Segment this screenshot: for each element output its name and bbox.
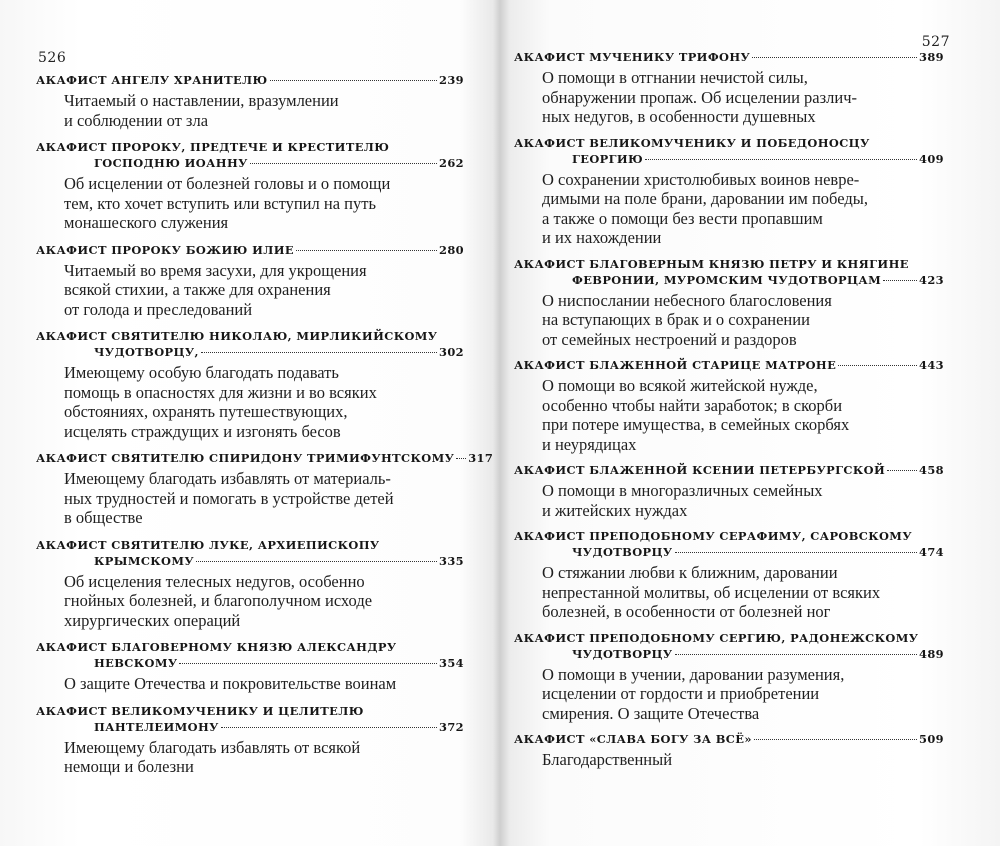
toc-page-number: 489: [919, 646, 944, 661]
toc-entry-description: [514, 291, 944, 350]
toc-entry: [36, 328, 464, 441]
toc-title-line: ЧУДОТВОРЦУ,: [94, 345, 199, 359]
toc-page-number: 458: [919, 463, 944, 477]
toc-entry-title: [514, 731, 944, 747]
toc-page-number: 389: [919, 50, 944, 64]
toc-entry: [514, 528, 944, 622]
dot-leader: [883, 280, 917, 281]
description-line: монашеского служения: [64, 213, 229, 232]
description-line: помощь в опасностях для жизни и во всяких: [64, 382, 377, 402]
description-line: ных трудностей и помогать в устройстве детей: [64, 488, 394, 508]
toc-entry-description: [514, 481, 944, 520]
toc-entry-description: [36, 469, 464, 528]
toc-entry-description: [36, 261, 464, 320]
description-line: непрестанной молитвы, об исцелении от всяких: [542, 582, 881, 602]
toc-title-line: АКАФИСТ ПРОРОКУ, ПРЕДТЕЧЕ И КРЕСТИТЕЛЮ: [36, 140, 390, 154]
toc-list-left: [36, 72, 494, 786]
toc-entry: [514, 462, 944, 520]
toc-entry: [514, 357, 944, 454]
page-number-left: 526: [38, 50, 67, 66]
description-line: хирургических операций: [64, 610, 241, 630]
toc-entry-description: [514, 376, 944, 454]
toc-page-number: 409: [919, 151, 944, 166]
toc-title-line: ГОСПОДНЮ ИОАННУ: [94, 156, 248, 170]
dot-leader: [196, 561, 437, 562]
toc-page-number: 474: [919, 545, 944, 559]
toc-entry: [514, 256, 944, 350]
description-line: при потере имущества, в семейных скорбях: [542, 415, 850, 434]
toc-entry-description: [514, 68, 944, 127]
toc-page-number: 372: [439, 719, 464, 734]
description-line: обнаружении пропаж. Об исцелении различ-: [542, 87, 857, 107]
toc-entry-description: [514, 170, 944, 248]
toc-page-number: 509: [919, 732, 944, 746]
description-line: немощи и болезни: [64, 757, 194, 776]
toc-title-line: ФЕВРОНИИ, МУРОМСКИМ ЧУДОТВОРЦАМ: [572, 272, 882, 287]
toc-entry-description: [514, 665, 944, 724]
toc-page-number: 423: [919, 272, 944, 287]
toc-entry: [514, 630, 944, 724]
toc-title-line: АКАФИСТ СВЯТИТЕЛЮ НИКОЛАЮ, МИРЛИКИЙСКОМУ: [36, 329, 438, 343]
description-line: Читаемый во время засухи, для укрощения: [64, 260, 367, 280]
toc-page-number: 280: [439, 242, 464, 257]
toc-entry: [36, 639, 464, 694]
toc-entry: [36, 242, 464, 320]
description-line: тем, кто хочет вступить или вступил на путь: [64, 193, 376, 213]
dot-leader: [752, 57, 917, 58]
toc-entry: [36, 450, 494, 528]
description-line: всякой стихии, а также для охранения: [64, 280, 331, 299]
description-line: от семейных нестроений и раздоров: [542, 329, 797, 349]
toc-entry: [36, 139, 464, 233]
toc-title-line: КРЫМСКОМУ: [94, 553, 195, 568]
description-line: и неурядицах: [542, 434, 637, 454]
toc-entry-description: [514, 563, 944, 622]
dot-leader: [201, 352, 437, 353]
toc-entry-title: [514, 630, 944, 662]
toc-title-line: АКАФИСТ ПРЕПОДОБНОМУ СЕРГИЮ, РАДОНЕЖСКОМУ: [514, 630, 919, 645]
description-line: Имеющему особую благодать подавать: [64, 363, 339, 382]
toc-entry-title: [36, 328, 464, 360]
toc-title-line: АКАФИСТ ПРОРОКУ БОЖИЮ ИЛИЕ: [36, 242, 294, 257]
toc-entry: [36, 72, 464, 130]
description-line: смирения. О защите Отечества: [542, 703, 760, 723]
toc-entry-title: [36, 703, 464, 735]
toc-entry-title: [36, 450, 494, 466]
description-line: в обществе: [64, 508, 143, 527]
toc-page-number: 239: [439, 73, 464, 87]
description-line: и их нахождении: [542, 228, 662, 247]
toc-entry-description: [36, 174, 464, 233]
dot-leader: [675, 654, 917, 655]
toc-title-line: ЧУДОТВОРЦУ: [572, 646, 673, 661]
toc-entry-title: [514, 528, 944, 560]
toc-entry-title: [514, 135, 944, 167]
description-line: О помощи в отгнании нечистой силы,: [542, 68, 808, 87]
description-line: а также о помощи без вести пропавшим: [542, 208, 823, 228]
dot-leader: [645, 159, 917, 160]
description-line: Имеющему благодать избавлять от материаль-: [64, 469, 391, 488]
toc-page-number: 354: [439, 656, 464, 670]
toc-entry-title: [514, 49, 944, 65]
description-line: болезней, в особенности от болезней ног: [542, 602, 831, 621]
toc-title-line: ПАНТЕЛЕИМОНУ: [94, 719, 219, 734]
description-line: от голода и преследований: [64, 299, 253, 319]
toc-entry-description: [36, 674, 464, 694]
toc-entry: [514, 135, 944, 248]
toc-title-line: АКАФИСТ БЛАЖЕННОЙ КСЕНИИ ПЕТЕРБУРГСКОЙ: [514, 463, 886, 477]
toc-entry: [36, 703, 464, 777]
toc-title-line: АКАФИСТ СВЯТИТЕЛЮ ЛУКЕ, АРХИЕПИСКОПУ: [36, 537, 380, 552]
toc-title-line: АКАФИСТ БЛАГОВЕРНОМУ КНЯЗЮ АЛЕКСАНДРУ: [36, 640, 397, 654]
description-line: ных недугов, в особенности душевных: [542, 107, 816, 126]
toc-entry-title: [36, 639, 464, 671]
toc-title-line: ГЕОРГИЮ: [572, 151, 644, 166]
toc-entry-title: [514, 462, 944, 478]
toc-title-line: НЕВСКОМУ: [94, 656, 178, 670]
description-line: на вступающих в брак и о сохранении: [542, 310, 810, 329]
toc-entry: [36, 537, 464, 631]
toc-entry-description: [36, 363, 464, 441]
description-line: обстояниях, охранять путешествующих,: [64, 402, 348, 421]
toc-entry-description: [36, 91, 464, 130]
toc-entry-title: [36, 72, 464, 88]
description-line: О стяжании любви к ближним, даровании: [542, 563, 838, 582]
toc-page-number: 302: [439, 345, 464, 359]
description-line: исцелении от гордости и приобретении: [542, 684, 820, 703]
dot-leader: [179, 663, 437, 664]
dot-leader: [887, 470, 917, 471]
toc-page-number: 317: [468, 451, 494, 465]
description-line: О помощи в учении, даровании разумения,: [542, 664, 845, 684]
toc-entry-description: [514, 750, 944, 770]
toc-entry-title: [36, 242, 464, 258]
toc-title-line: АКАФИСТ «СЛАВА БОГУ ЗА ВСЁ»: [514, 732, 752, 746]
toc-entry-description: [36, 738, 464, 777]
toc-entry-title: [36, 139, 464, 171]
description-line: Читаемый о наставлении, вразумлении: [64, 91, 339, 110]
toc-title-line: ЧУДОТВОРЦУ: [572, 545, 673, 559]
toc-title-line: АКАФИСТ ПРЕПОДОБНОМУ СЕРАФИМУ, САРОВСКОМУ: [514, 529, 912, 543]
description-line: исцелять страждущих и изгонять бесов: [64, 421, 341, 441]
toc-page-number: 262: [439, 156, 464, 170]
description-line: и соблюдении от зла: [64, 110, 209, 130]
description-line: и житейских нуждах: [542, 500, 688, 520]
toc-title-line: АКАФИСТ МУЧЕНИКУ ТРИФОНУ: [514, 50, 751, 64]
toc-entry: [514, 731, 944, 770]
toc-title-line: АКАФИСТ ВЕЛИКОМУЧЕНИКУ И ЦЕЛИТЕЛЮ: [36, 703, 364, 718]
dot-leader: [838, 365, 917, 366]
toc-page-number: 443: [919, 358, 944, 372]
toc-list-right: [514, 49, 944, 778]
description-line: гнойных болезней, и благополучном исходе: [64, 591, 373, 610]
toc-entry-title: [36, 537, 464, 569]
description-line: О помощи в многоразличных семейных: [542, 481, 823, 500]
toc-entry-title: [514, 256, 944, 288]
description-line: димыми на поле брани, даровании им победы,: [542, 189, 868, 208]
dot-leader: [221, 727, 437, 728]
toc-title-line: АКАФИСТ БЛАГОВЕРНЫМ КНЯЗЮ ПЕТРУ И КНЯГИНЕ: [514, 256, 909, 271]
dot-leader: [456, 458, 466, 459]
description-line: Благодарственный: [542, 750, 673, 769]
dot-leader: [296, 250, 437, 251]
toc-entry-title: [514, 357, 944, 373]
dot-leader: [270, 80, 437, 81]
description-line: Имеющему благодать избавлять от всякой: [64, 737, 361, 757]
toc-entry-description: [36, 572, 464, 631]
description-line: Об исцеления телесных недугов, особенно: [64, 571, 365, 591]
toc-entry: [514, 49, 944, 127]
description-line: О ниспослании небесного благословения: [542, 290, 832, 310]
description-line: О помощи во всякой житейской нужде,: [542, 376, 818, 395]
dot-leader: [250, 163, 437, 164]
toc-title-line: АКАФИСТ СВЯТИТЕЛЮ СПИРИДОНУ ТРИМИФУНТСКОМУ: [36, 451, 455, 465]
page-number-right: 527: [921, 34, 950, 50]
dot-leader: [675, 552, 917, 553]
description-line: О защите Отечества и покровительстве воинам: [64, 674, 397, 693]
description-line: особенно чтобы найти заработок; в скорби: [542, 395, 843, 415]
dot-leader: [754, 739, 917, 740]
description-line: Об исцелении от болезней головы и о помощи: [64, 174, 391, 193]
toc-title-line: АКАФИСТ ВЕЛИКОМУЧЕНИКУ И ПОБЕДОНОСЦУ: [514, 135, 870, 150]
toc-title-line: АКАФИСТ БЛАЖЕННОЙ СТАРИЦЕ МАТРОНЕ: [514, 358, 837, 372]
description-line: О сохранении христолюбивых воинов невре-: [542, 169, 860, 189]
toc-title-line: АКАФИСТ АНГЕЛУ ХРАНИТЕЛЮ: [36, 73, 268, 87]
toc-page-number: 335: [439, 553, 464, 568]
